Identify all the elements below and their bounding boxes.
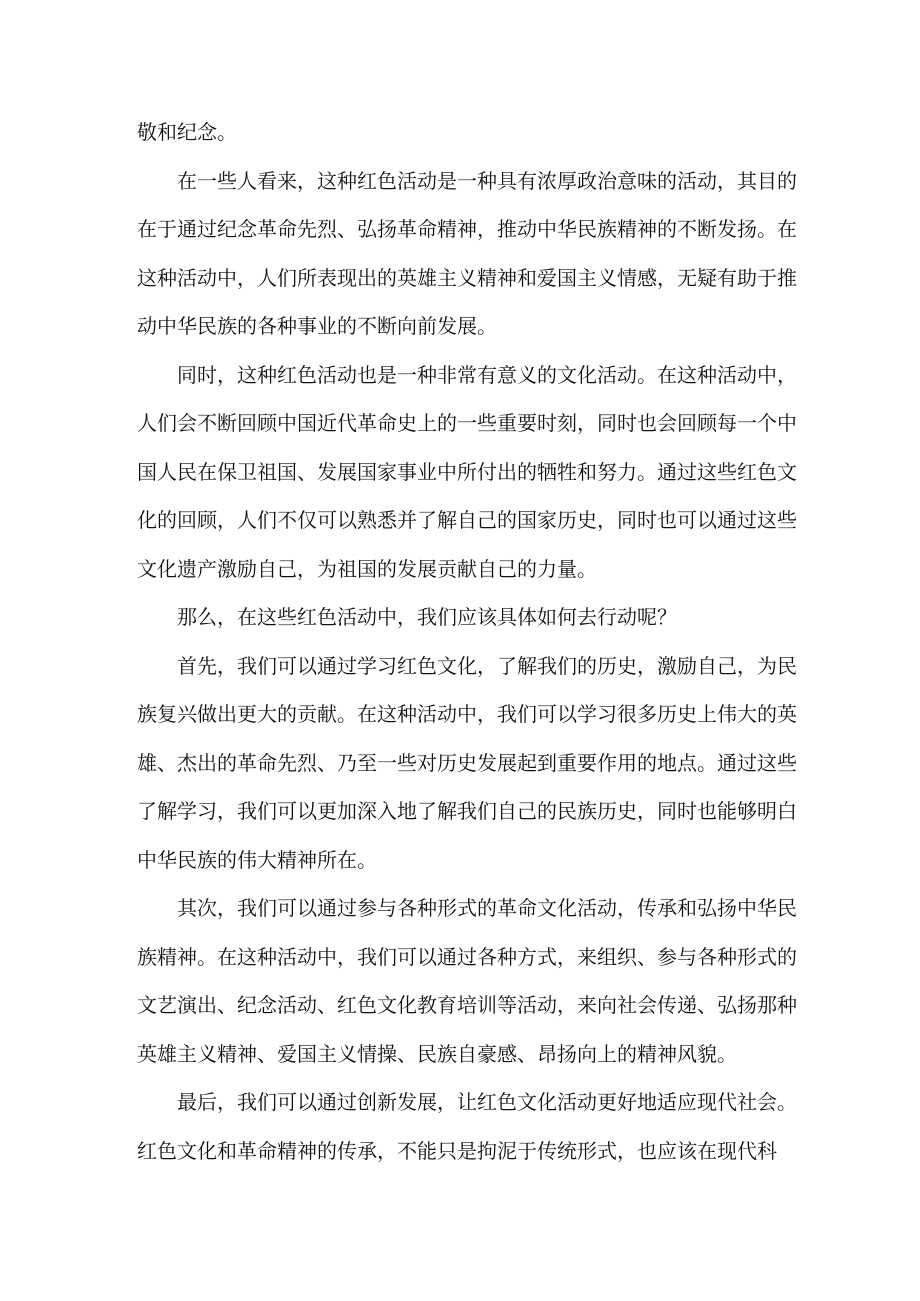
paragraph: 其次，我们可以通过参与各种形式的革命文化活动，传承和弘扬中华民族精神。在这种活动中，我们可以通过各种方式，来组织、参与各种形式的文艺演出、纪念活动、红色文化教育培训等活动，来向社会传递、弘扬那种英雄主义精神、爱国主义情操、民族自豪感、昂扬向上的精神风貌。 [137, 896, 797, 1066]
paragraph: 敬和纪念。 [137, 120, 237, 144]
document-body [137, 108, 797, 1175]
paragraph: 那么，在这些红色活动中，我们应该具体如何去行动呢？ [177, 605, 677, 629]
paragraph: 首先，我们可以通过学习红色文化，了解我们的历史，激励自己，为民族复兴做出更大的贡献。在这种活动中，我们可以学习很多历史上伟大的英雄、杰出的革命先烈、乃至一些对历史发展起到重要作用的地点。通过这些了解学习，我们可以更加深入地了解我们自己的民族历史，同时也能够明白中华民族的伟大精神所在。 [137, 653, 797, 872]
paragraph: 最后，我们可以通过创新发展，让红色文化活动更好地适应现代社会。红色文化和革命精神的传承，不能只是拘泥于传统形式，也应该在现代科 [137, 1090, 797, 1163]
paragraph: 在一些人看来，这种红色活动是一种具有浓厚政治意味的活动，其目的在于通过纪念革命先烈、弘扬革命精神，推动中华民族精神的不断发扬。在这种活动中，人们所表现出的英雄主义精神和爱国主义情感，无疑有助于推动中华民族的各种事业的不断向前发展。 [137, 168, 797, 338]
paragraph: 同时，这种红色活动也是一种非常有意义的文化活动。在这种活动中，人们会不断回顾中国近代革命史上的一些重要时刻，同时也会回顾每一个中国人民在保卫祖国、发展国家事业中所付出的牺牲和努力。通过这些红色文化的回顾，人们不仅可以熟悉并了解自己的国家历史，同时也可以通过这些文化遗产激励自己，为祖国的发展贡献自己的力量。 [137, 362, 797, 581]
